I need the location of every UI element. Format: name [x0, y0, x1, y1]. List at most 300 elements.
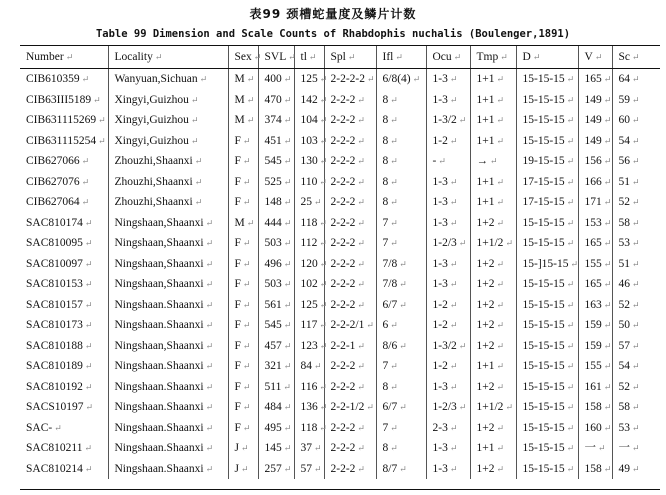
- cell-spl-text: 2-2-2: [330, 114, 356, 126]
- table-title-chinese: 表99 颈槽蛇量度及鳞片计数: [249, 7, 417, 21]
- cell-number-text: SAC810174: [26, 216, 83, 229]
- cell-ifl: [376, 418, 426, 439]
- cell-tmp-text: 1+1/2: [476, 237, 504, 249]
- table-row: [20, 254, 660, 275]
- cell-number: [20, 131, 108, 152]
- cell-svl-text: 495: [264, 421, 282, 434]
- cell-spl: [324, 69, 376, 90]
- cell-sex-text: F: [234, 257, 241, 270]
- paragraph-mark-icon: ↵: [632, 361, 640, 371]
- cell-svl: [258, 397, 294, 418]
- paragraph-mark-icon: ↵: [242, 361, 251, 371]
- paragraph-mark-icon: ↵: [566, 176, 575, 187]
- cell-ifl-text: 8: [382, 134, 389, 147]
- paragraph-mark-icon: ↵: [458, 238, 467, 248]
- cell-v: [578, 356, 612, 377]
- cell-tl: [294, 151, 328, 172]
- paragraph-mark-icon: ↵: [500, 52, 508, 62]
- cell-tmp-text: 1+2: [476, 380, 495, 393]
- cell-d: [516, 438, 578, 459]
- cell-ocu-text: 1-3: [432, 196, 448, 208]
- cell-spl-text: 2-2-2: [330, 237, 356, 249]
- cell-ifl-text: 7/8: [382, 278, 398, 290]
- cell-ifl: [376, 233, 426, 254]
- cell-tmp-text: 1+1: [476, 360, 495, 372]
- cell-spl-text: 2-2-2: [330, 442, 356, 454]
- cell-v-text: 166: [584, 175, 602, 188]
- paragraph-mark-icon: ↵: [314, 197, 322, 207]
- cell-svl-text: 444: [264, 216, 282, 229]
- cell-spl-text: 2-2-2: [330, 175, 356, 188]
- paragraph-mark-icon: ↵: [632, 135, 640, 146]
- column-header-v: [578, 46, 612, 69]
- cell-sex-text: F: [234, 339, 241, 352]
- cell-svl-text: 503: [264, 237, 282, 249]
- paragraph-mark-icon: ↵: [283, 238, 292, 248]
- cell-ocu: [426, 274, 470, 295]
- paragraph-mark-icon: ↵: [566, 74, 575, 84]
- cell-v-text: 149: [584, 134, 602, 147]
- cell-ocu: [426, 377, 470, 398]
- cell-v: [578, 418, 612, 439]
- cell-ifl-text: 6/7: [382, 401, 398, 413]
- cell-d: [516, 192, 578, 213]
- cell-tmp: [470, 418, 516, 439]
- paragraph-mark-icon: ↵: [390, 320, 398, 330]
- cell-locality-text: Zhouzhi,Shaanxi: [114, 155, 193, 167]
- cell-d-text: 17-15-15: [522, 175, 565, 188]
- paragraph-mark-icon: ↵: [242, 381, 251, 392]
- cell-spl-text: 2-2-2: [330, 155, 356, 167]
- cell-ifl: [376, 172, 426, 193]
- cell-ifl-text: 7: [382, 237, 389, 249]
- paragraph-mark-icon: ↵: [319, 135, 328, 146]
- cell-locality: [108, 151, 228, 172]
- cell-sc: [612, 151, 660, 172]
- cell-ocu-text: 1-3: [432, 216, 448, 229]
- cell-d: [516, 336, 578, 357]
- cell-d-text: 15-15-15: [522, 360, 565, 372]
- cell-ifl-text: 8: [382, 93, 389, 106]
- cell-spl: [324, 192, 376, 213]
- cell-spl: [324, 418, 376, 439]
- cell-svl-text: 511: [264, 380, 282, 393]
- paragraph-mark-icon: ↵: [399, 279, 407, 289]
- paragraph-mark-icon: ↵: [246, 115, 255, 125]
- cell-d: [516, 172, 578, 193]
- paragraph-mark-icon: ↵: [366, 320, 374, 330]
- cell-locality-text: Ningshaan.Shaanxi: [114, 462, 204, 475]
- cell-tl-text: 112: [300, 237, 318, 249]
- paragraph-mark-icon: ↵: [566, 279, 575, 289]
- paragraph-mark-icon: ↵: [319, 299, 328, 310]
- paragraph-mark-icon: ↵: [366, 402, 374, 412]
- cell-locality: [108, 397, 228, 418]
- cell-sex: [228, 192, 258, 213]
- column-header-tmp: [470, 46, 516, 69]
- column-header-tmp-text: Tmp: [476, 51, 499, 63]
- cell-tl: [294, 377, 327, 398]
- cell-svl: [258, 254, 294, 275]
- cell-locality-text: Ningshaan,Shaanxi: [114, 216, 204, 229]
- cell-sc: [612, 90, 660, 111]
- cell-ifl: [376, 438, 426, 459]
- cell-tmp-text: 1+1: [476, 114, 495, 126]
- cell-spl-text: 2-2-1/2: [330, 401, 365, 413]
- paragraph-mark-icon: ↵: [357, 381, 365, 392]
- column-header-svl-text: SVL: [264, 51, 287, 63]
- cell-d: [516, 131, 578, 152]
- cell-sc-text: 52: [618, 298, 630, 311]
- paragraph-mark-icon: ↵: [84, 217, 93, 228]
- cell-ocu-text: 1-2: [432, 319, 448, 331]
- column-header-number: [20, 46, 108, 69]
- cell-sc-text: 52: [618, 196, 630, 208]
- cell-ocu-text: 1-3: [432, 278, 448, 290]
- cell-d-text: 15-15-15: [522, 93, 565, 106]
- paragraph-mark-icon: ↵: [390, 217, 398, 228]
- paragraph-mark-icon: ↵: [242, 176, 251, 187]
- cell-ifl-text: 8: [382, 196, 389, 208]
- paragraph-mark-icon: ↵: [632, 74, 640, 84]
- cell-number: [20, 233, 108, 254]
- paragraph-mark-icon: ↵: [632, 340, 640, 351]
- paragraph-mark-icon: ↵: [399, 340, 407, 351]
- cell-ifl: [376, 254, 426, 275]
- paragraph-mark-icon: ↵: [319, 217, 327, 228]
- cell-v-text: 159: [584, 319, 602, 331]
- cell-tmp: [470, 438, 516, 459]
- cell-tmp: [470, 397, 516, 418]
- cell-d-text: 15-15-15: [522, 421, 565, 434]
- column-header-sc-text: Sc: [618, 51, 630, 63]
- paragraph-mark-icon: ↵: [205, 279, 214, 289]
- cell-sc: [612, 397, 660, 418]
- cell-tmp: [470, 254, 516, 275]
- cell-svl: [258, 90, 294, 111]
- cell-number: [20, 110, 108, 131]
- paragraph-mark-icon: ↵: [496, 381, 505, 392]
- paragraph-mark-icon: ↵: [449, 135, 458, 146]
- paragraph-mark-icon: ↵: [458, 115, 467, 125]
- table-row: [20, 69, 660, 90]
- cell-d-text: 19-15-15: [522, 155, 565, 167]
- paragraph-mark-icon: ↵: [496, 74, 505, 84]
- cell-ifl: [376, 397, 426, 418]
- paragraph-mark-icon: ↵: [283, 217, 292, 228]
- cell-sex-text: M: [234, 114, 245, 126]
- paragraph-mark-icon: ↵: [84, 279, 93, 289]
- paragraph-mark-icon: ↵: [496, 340, 505, 351]
- cell-ocu-text: -: [432, 155, 437, 167]
- cell-tl-text: 110: [300, 175, 318, 188]
- cell-v: [578, 377, 612, 398]
- cell-spl: [324, 172, 376, 193]
- paragraph-mark-icon: ↵: [453, 52, 462, 62]
- cell-locality: [108, 192, 228, 213]
- table-row: [20, 213, 660, 234]
- cell-d-text: 15-15-15: [522, 339, 565, 352]
- cell-sc-text: 54: [618, 360, 630, 372]
- cell-tmp-text: 1+2: [476, 339, 495, 352]
- paragraph-mark-icon: ↵: [84, 361, 93, 371]
- column-header-number-text: Number: [26, 51, 64, 63]
- paragraph-mark-icon: ↵: [566, 299, 575, 310]
- cell-tmp-text: 1+2: [476, 421, 495, 434]
- cell-svl: [258, 274, 294, 295]
- paragraph-mark-icon: ↵: [205, 443, 214, 453]
- cell-ifl-text: 8: [382, 380, 389, 393]
- paragraph-mark-icon: ↵: [283, 463, 292, 474]
- cell-d-text: 15-15-15: [522, 278, 565, 290]
- cell-ocu: [426, 90, 470, 111]
- cell-locality: [108, 233, 228, 254]
- cell-svl: [258, 459, 294, 480]
- cell-tl-text: 57: [300, 462, 312, 475]
- cell-ifl-text: 8: [382, 442, 389, 454]
- paragraph-mark-icon: ↵: [357, 156, 365, 166]
- cell-number-text: CIB627066: [26, 155, 80, 167]
- paragraph-mark-icon: ↵: [603, 422, 612, 433]
- cell-ocu: [426, 69, 470, 90]
- cell-svl: [258, 110, 294, 131]
- cell-number-text: SAC810189: [26, 360, 83, 372]
- cell-ifl: [376, 213, 426, 234]
- cell-sc: [612, 459, 660, 480]
- paragraph-mark-icon: ↵: [566, 361, 575, 371]
- cell-ocu-text: 1-3: [432, 462, 448, 475]
- paragraph-mark-icon: ↵: [632, 217, 640, 228]
- cell-sc: [612, 438, 660, 459]
- cell-d: [516, 254, 578, 275]
- cell-svl: [258, 192, 294, 213]
- cell-spl-text: 2-2-2: [330, 93, 356, 106]
- cell-ocu: [426, 315, 470, 336]
- cell-v-text: 153: [584, 216, 602, 229]
- paragraph-mark-icon: ↵: [319, 381, 327, 392]
- paragraph-mark-icon: ↵: [357, 115, 365, 125]
- paragraph-mark-icon: ↵: [603, 279, 612, 289]
- cell-tl: [294, 233, 327, 254]
- cell-d-text: 15-15-15: [522, 380, 565, 393]
- cell-tmp-text: 1+1: [476, 442, 495, 454]
- paragraph-mark-icon: ↵: [283, 402, 292, 412]
- cell-ifl: [376, 192, 426, 213]
- cell-number: [20, 151, 108, 172]
- cell-v-text: 165: [584, 237, 602, 249]
- cell-v: [578, 295, 612, 316]
- cell-sc: [612, 254, 660, 275]
- cell-d: [516, 151, 578, 172]
- table-row: [20, 192, 660, 213]
- paragraph-mark-icon: ↵: [449, 176, 458, 187]
- cell-d-text: 15-15-15: [522, 462, 565, 475]
- column-header-tl-text: tl: [300, 51, 307, 63]
- table-row: [20, 438, 660, 459]
- cell-svl: [258, 315, 294, 336]
- paragraph-mark-icon: ↵: [84, 299, 93, 310]
- paragraph-mark-icon: ↵: [395, 52, 403, 62]
- cell-locality-text: Wanyuan,Sichuan: [114, 73, 198, 85]
- cell-ifl: [376, 274, 426, 295]
- cell-ocu: [426, 192, 470, 213]
- cell-sc-text: 53: [618, 237, 630, 249]
- cell-sc: [612, 172, 660, 193]
- cell-tmp: [470, 315, 516, 336]
- cell-v-text: 161: [584, 380, 602, 393]
- cell-ifl: [376, 90, 426, 111]
- paragraph-mark-icon: ↵: [283, 443, 292, 453]
- cell-ocu-text: 1-3: [432, 442, 448, 454]
- cell-sc-text: 一: [618, 442, 630, 454]
- cell-d-text: 15-15-15: [522, 216, 565, 229]
- cell-spl: [324, 356, 376, 377]
- cell-ifl: [376, 69, 426, 90]
- column-header-v-text: V: [584, 51, 593, 63]
- cell-sc: [612, 131, 660, 152]
- paragraph-mark-icon: ↵: [65, 52, 74, 62]
- paragraph-mark-icon: ↵: [242, 422, 251, 433]
- paragraph-mark-icon: ↵: [246, 217, 255, 228]
- table-row: [20, 377, 660, 398]
- cell-sex: [228, 274, 258, 295]
- cell-ocu-text: 2-3: [432, 421, 448, 434]
- cell-locality-text: Ningshaan.Shaanxi: [114, 319, 204, 331]
- cell-spl: [324, 336, 376, 357]
- cell-d-text: 15-15-15: [522, 442, 565, 454]
- paragraph-mark-icon: ↵: [632, 94, 640, 105]
- paragraph-mark-icon: ↵: [199, 74, 208, 84]
- cell-sc-text: 59: [618, 93, 630, 106]
- cell-svl-text: 400: [264, 73, 282, 85]
- cell-d-text: 17-15-15: [522, 196, 565, 208]
- paragraph-mark-icon: ↵: [505, 238, 513, 248]
- paragraph-mark-icon: ↵: [603, 381, 612, 392]
- paragraph-mark-icon: ↵: [81, 197, 90, 207]
- cell-sc-text: 46: [618, 278, 630, 290]
- cell-d: [516, 274, 578, 295]
- cell-ifl: [376, 356, 426, 377]
- cell-sc-text: 51: [618, 175, 630, 188]
- cell-v: [578, 274, 612, 295]
- cell-sex-text: F: [234, 196, 241, 208]
- table-row: [20, 110, 660, 131]
- cell-number: [20, 397, 108, 418]
- paragraph-mark-icon: ↵: [81, 74, 90, 84]
- cell-svl-text: 145: [264, 442, 282, 454]
- cell-svl-text: 496: [264, 257, 282, 270]
- table-row: [20, 336, 660, 357]
- cell-sex: [228, 69, 258, 90]
- paragraph-mark-icon: ↵: [283, 258, 292, 269]
- cell-locality-text: Ningshaan,Shaanxi: [114, 257, 204, 270]
- cell-ocu-text: 1-3/2: [432, 339, 457, 352]
- cell-tmp-text: 1+2: [476, 462, 495, 475]
- cell-sc-text: 58: [618, 401, 630, 413]
- paragraph-mark-icon: ↵: [390, 238, 398, 248]
- cell-spl: [324, 233, 376, 254]
- cell-tmp-text: 1+1/2: [476, 401, 504, 413]
- cell-d: [516, 356, 578, 377]
- cell-ifl: [376, 110, 426, 131]
- cell-spl: [324, 438, 376, 459]
- cell-tmp: [470, 274, 516, 295]
- paragraph-mark-icon: ↵: [205, 258, 214, 269]
- paragraph-mark-icon: ↵: [357, 340, 365, 351]
- paragraph-mark-icon: ↵: [632, 258, 640, 269]
- paragraph-mark-icon: ↵: [449, 217, 458, 228]
- cell-ifl-text: 6/7: [382, 298, 398, 311]
- paragraph-mark-icon: ↵: [566, 115, 575, 125]
- paragraph-mark-icon: ↵: [205, 402, 214, 412]
- paragraph-mark-icon: ↵: [357, 217, 365, 228]
- paragraph-mark-icon: ↵: [390, 156, 398, 166]
- cell-tmp: [470, 110, 516, 131]
- cell-ocu-text: 1-3: [432, 73, 448, 85]
- cell-locality-text: Xingyi,Guizhou: [114, 114, 189, 126]
- table-row: [20, 315, 660, 336]
- cell-number-text: CIB610359: [26, 73, 80, 85]
- cell-locality-text: Ningshaan.Shaanxi: [114, 401, 204, 413]
- cell-svl: [258, 151, 294, 172]
- cell-v: [578, 254, 612, 275]
- cell-sex-text: F: [234, 298, 241, 311]
- cell-number-text: SAC810097: [26, 257, 83, 270]
- cell-d-text: 15-15-15: [522, 298, 565, 311]
- cell-sex-text: M: [234, 93, 245, 106]
- paragraph-mark-icon: ↵: [496, 320, 505, 330]
- cell-sc-text: 58: [618, 216, 630, 229]
- paragraph-mark-icon: ↵: [566, 463, 575, 474]
- paragraph-mark-icon: ↵: [390, 422, 398, 433]
- cell-sex: [228, 131, 258, 152]
- cell-tl: [294, 397, 328, 418]
- paragraph-mark-icon: ↵: [314, 443, 322, 453]
- cell-spl: [324, 459, 376, 480]
- cell-locality-text: Ningshaan.Shaanxi: [114, 380, 204, 393]
- cell-number-text: CIB627064: [26, 196, 80, 208]
- cell-tl: [294, 69, 328, 90]
- cell-svl-text: 257: [264, 462, 282, 475]
- paragraph-mark-icon: ↵: [566, 402, 575, 412]
- paragraph-mark-icon: ↵: [399, 258, 407, 269]
- cell-ocu: [426, 356, 470, 377]
- cell-v: [578, 459, 612, 480]
- cell-locality: [108, 356, 228, 377]
- paragraph-mark-icon: ↵: [205, 238, 214, 248]
- cell-sc: [612, 69, 660, 90]
- cell-v: [578, 90, 612, 111]
- paragraph-mark-icon: ↵: [81, 176, 90, 187]
- table-row: [20, 397, 660, 418]
- cell-sex-text: F: [234, 134, 241, 147]
- cell-locality: [108, 315, 228, 336]
- cell-locality: [108, 459, 228, 480]
- paragraph-mark-icon: ↵: [194, 156, 203, 166]
- paragraph-mark-icon: ↵: [93, 94, 101, 105]
- cell-locality: [108, 213, 228, 234]
- paragraph-mark-icon: ↵: [566, 381, 575, 392]
- cell-ocu: [426, 254, 470, 275]
- paragraph-mark-icon: ↵: [632, 156, 640, 166]
- paragraph-mark-icon: ↵: [319, 258, 328, 269]
- paragraph-mark-icon: ↵: [449, 74, 458, 84]
- cell-tl: [294, 459, 324, 480]
- cell-tmp-text: 1+2: [476, 278, 495, 290]
- cell-locality: [108, 69, 228, 90]
- cell-tmp: [470, 151, 516, 172]
- cell-tmp: [470, 377, 516, 398]
